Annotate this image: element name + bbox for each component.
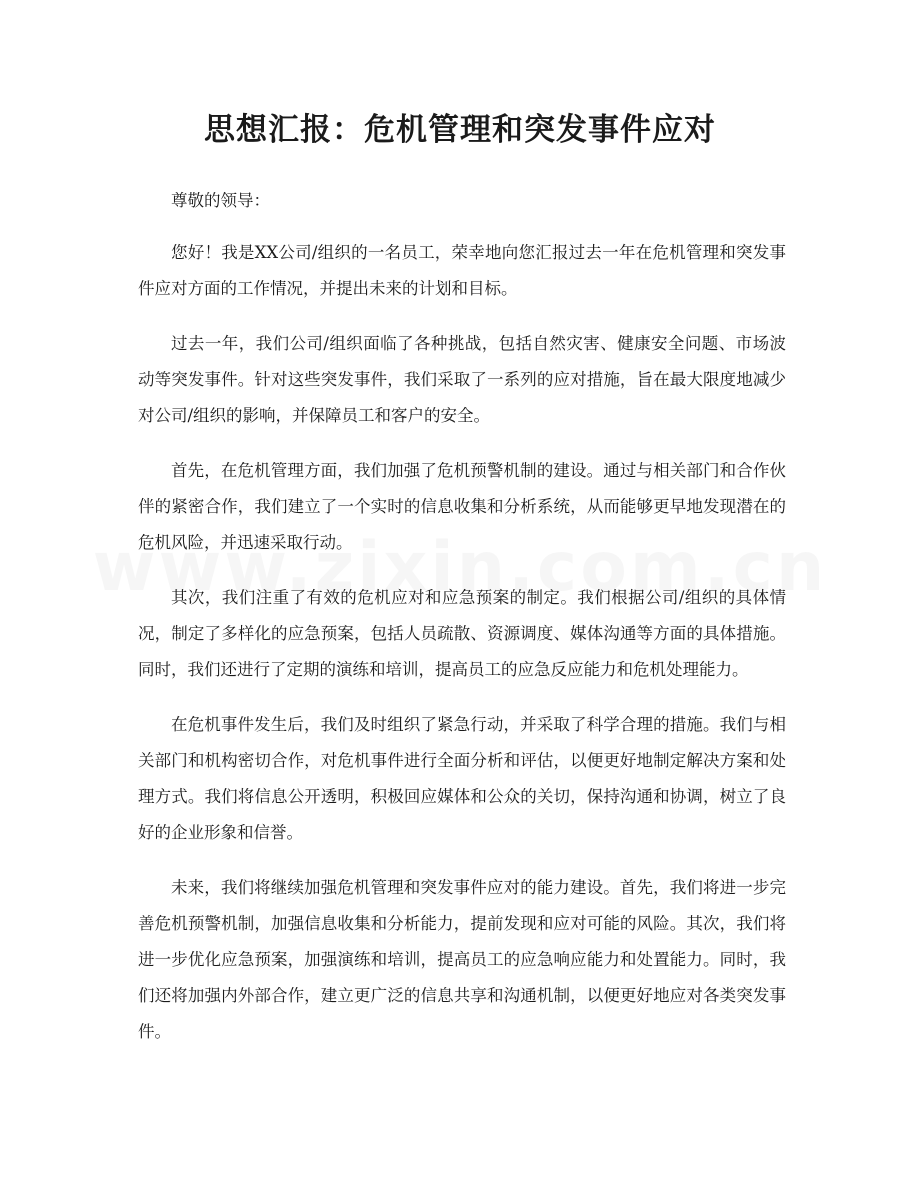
paragraph-emergency-plans: 其次，我们注重了有效的危机应对和应急预案的制定。我们根据公司/组织的具体情况，制定了多样化的应急预案，包括人员疏散、资源调度、媒体沟通等方面的具体措施。同时，我们还进行了定期的演练和培训，提高员工的应急反应能力和危机处理能力。 (138, 588, 786, 679)
paragraph-past-year: 过去一年，我们公司/组织面临了各种挑战，包括自然灾害、健康安全问题、市场波动等突发事件。针对这些突发事件，我们采取了一系列的应对措施，旨在最大限度地减少对公司/组织的影响，并保障员工和客户的安全。 (138, 334, 786, 425)
salutation: 尊敬的领导： (171, 191, 270, 210)
paragraph-greeting: 您好！我是XX公司/组织的一名员工，荣幸地向您汇报过去一年在危机管理和突发事件应对方面的工作情况，并提出未来的计划和目标。 (138, 243, 786, 298)
paragraph-warning-mechanism: 首先，在危机管理方面，我们加强了危机预警机制的建设。通过与相关部门和合作伙伴的紧密合作，我们建立了一个实时的信息收集和分析系统，从而能够更早地发现潜在的危机风险，并迅速采取行动。 (138, 461, 786, 552)
document-body (138, 183, 786, 1069)
paragraph-future-plans: 未来，我们将继续加强危机管理和突发事件应对的能力建设。首先，我们将进一步完善危机预警机制，加强信息收集和分析能力，提前发现和应对可能的风险。其次，我们将进一步优化应急预案，加强演练和培训，提高员工的应急响应能力和处置能力。同时，我们还将加强内外部合作，建立更广泛的信息共享和沟通机制，以便更好地应对各类突发事件。 (138, 878, 786, 1041)
document-title: 思想汇报：危机管理和突发事件应对 (204, 112, 716, 148)
paragraph-crisis-response: 在危机事件发生后，我们及时组织了紧急行动，并采取了科学合理的措施。我们与相关部门和机构密切合作，对危机事件进行全面分析和评估，以便更好地制定解决方案和处理方式。我们将信息公开透明，积极回应媒体和公众的关切，保持沟通和协调，树立了良好的企业形象和信誉。 (138, 715, 786, 842)
